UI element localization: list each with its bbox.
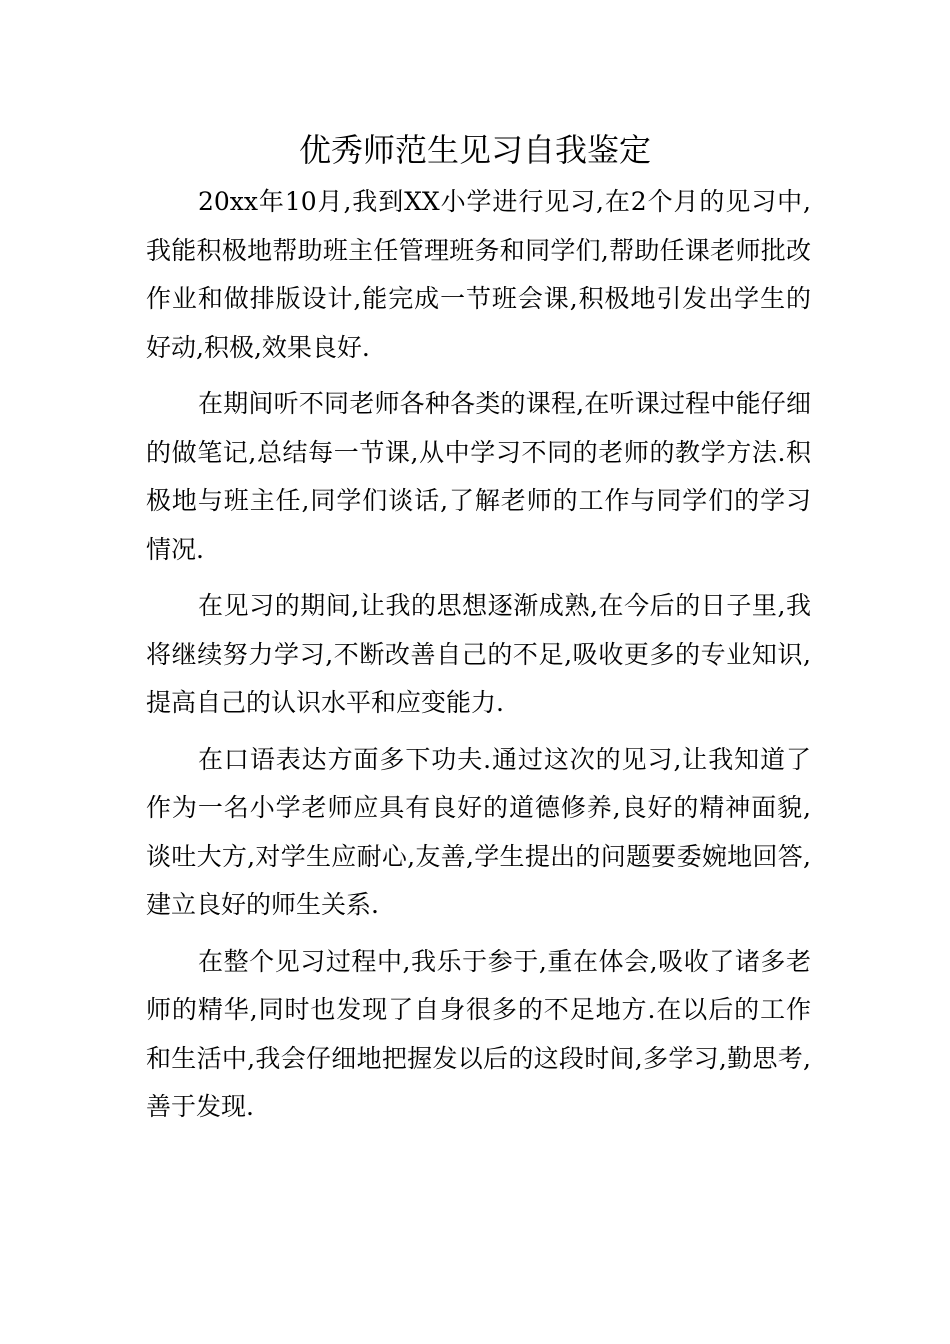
paragraph-5: 在整个见习过程中,我乐于参于,重在体会,吸收了诸多老师的精华,同时也发现了自身很多的不足地方.在以后的工作和生活中,我会仔细地把握发以后的这段时间,多学习,勤思考,善于发现. xyxy=(146,946,811,1121)
document-title: 优秀师范生见习自我鉴定 xyxy=(298,131,651,169)
document-body xyxy=(146,178,811,1140)
paragraph-2: 在期间听不同老师各种各类的课程,在听课过程中能仔细的做笔记,总结每一节课,从中学习不同的老师的教学方法.积极地与班主任,同学们谈话,了解老师的工作与同学们的学习情况. xyxy=(146,389,811,564)
paragraph-1: 20xx年10月,我到XX小学进行见习,在2个月的见习中,我能积极地帮助班主任管理班务和同学们,帮助任课老师批改作业和做排版设计,能完成一节班会课,积极地引发出学生的好动,积极,效果良好. xyxy=(146,187,811,362)
paragraph-4: 在口语表达方面多下功夫.通过这次的见习,让我知道了作为一名小学老师应具有良好的道德修养,良好的精神面貌,谈吐大方,对学生应耐心,友善,学生提出的问题要委婉地回答,建立良好的师生关系. xyxy=(146,744,811,919)
paragraph-3: 在见习的期间,让我的思想逐渐成熟,在今后的日子里,我将继续努力学习,不断改善自己的不足,吸收更多的专业知识,提高自己的认识水平和应变能力. xyxy=(146,591,811,717)
